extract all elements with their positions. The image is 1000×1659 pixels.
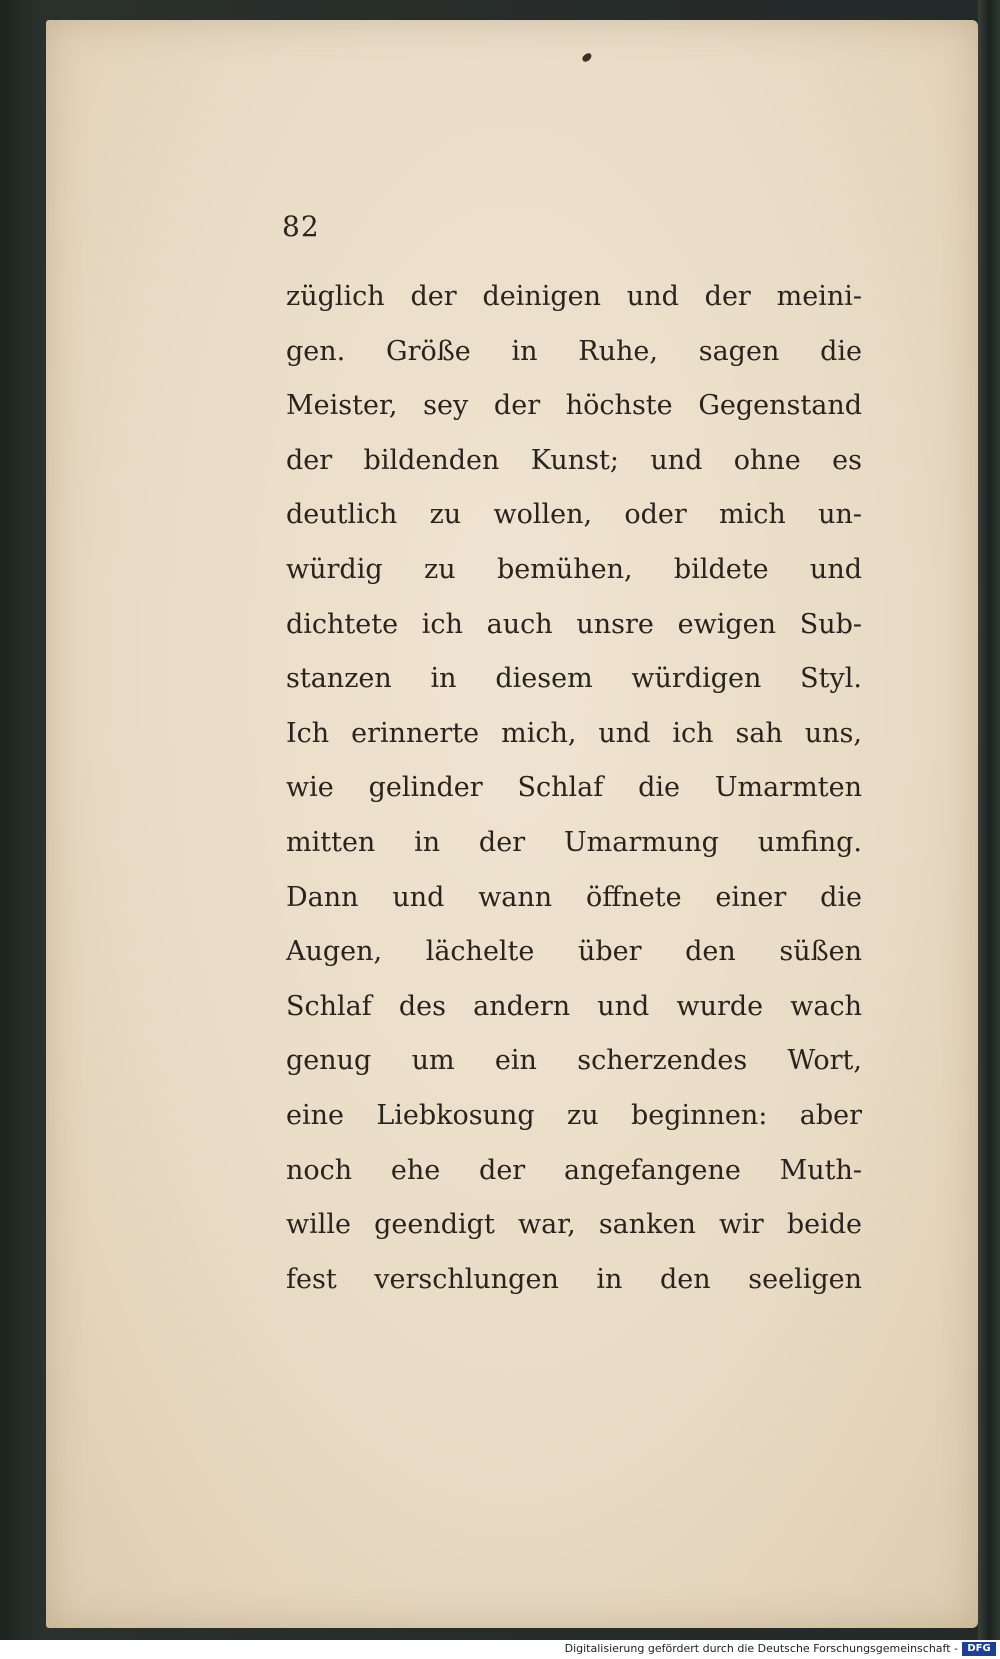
text-line: stanzen in diesem würdigen Styl.	[286, 663, 862, 695]
text-line: Ich erinnerte mich, und ich sah uns,	[286, 717, 862, 749]
text-line: Dann und wann öffnete einer die	[286, 881, 862, 913]
text-line: fest verschlungen in den seeligen	[286, 1263, 862, 1295]
text-line: noch ehe der angefangene Muth-	[286, 1154, 862, 1186]
dfg-logo: DFG	[962, 1642, 996, 1656]
text-line: würdig zu bemühen, bildete und	[286, 553, 862, 585]
text-line: gen. Größe in Ruhe, sagen die	[286, 335, 862, 367]
text-line: der bildenden Kunst; und ohne es	[286, 444, 862, 476]
funding-credit: Digitalisierung gefördert durch die Deutsche Forschungsgemeinschaft -	[564, 1642, 958, 1655]
ink-speck	[581, 52, 593, 63]
text-line: genug um ein scherzendes Wort,	[286, 1045, 862, 1077]
text-line: deutlich zu wollen, oder mich un-	[286, 499, 862, 531]
text-line: dichtete ich auch unsre ewigen Sub-	[286, 608, 862, 640]
text-line: wie gelinder Schlaf die Umarmten	[286, 772, 862, 804]
text-line: wille geendigt war, sanken wir beide	[286, 1209, 862, 1241]
body-text	[286, 270, 862, 1307]
text-line: Schlaf des andern und wurde wach	[286, 990, 862, 1022]
text-line: mitten in der Umarmung umfing.	[286, 826, 862, 858]
text-line: eine Liebkosung zu beginnen: aber	[286, 1099, 862, 1131]
book-cover-edge	[978, 0, 1000, 1640]
text-line: Meister, sey der höchste Gegenstand	[286, 390, 862, 422]
page-number: 82	[282, 210, 320, 243]
text-line: züglich der deinigen und der meini-	[286, 281, 862, 312]
text-line: Augen, lächelte über den süßen	[286, 936, 862, 968]
